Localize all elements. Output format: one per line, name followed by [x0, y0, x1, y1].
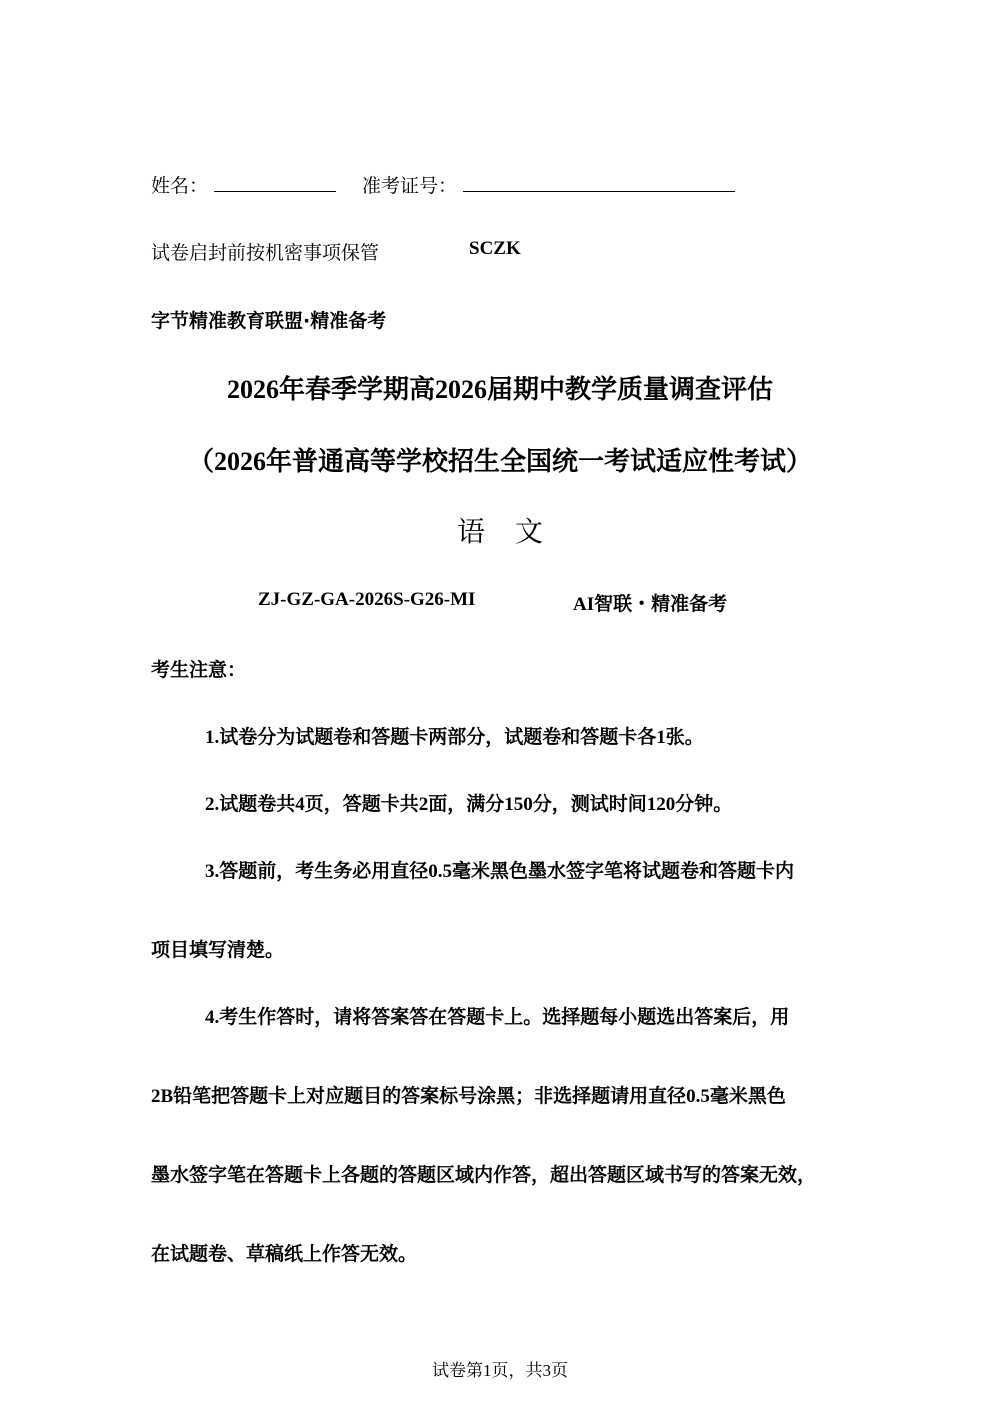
notice-item-4-line-4: 在试题卷、草稿纸上作答无效。 — [151, 1244, 418, 1265]
notice-item-3-line-2: 项目填写清楚。 — [151, 940, 285, 961]
alliance-name: 字节精准教育联盟·精准备考 — [151, 310, 387, 332]
slogan: AI智联・精准备考 — [573, 594, 728, 615]
exam-id-blank[interactable] — [463, 175, 735, 192]
notice-item-4-line-2: 2B铅笔把答题卡上对应题目的答案标号涂黑；非选择题请用直径0.5毫米黑色 — [151, 1086, 786, 1107]
notice-item-4-line-1: 4.考生作答时，请将答案答在答题卡上。选择题每小题选出答案后，用 — [205, 1007, 790, 1028]
exam-id-label: 准考证号： — [362, 175, 458, 197]
exam-code: ZJ-GZ-GA-2026S-G26-MI — [258, 589, 476, 610]
exam-title: 2026年春季学期高2026届期中教学质量调查评估 — [226, 375, 773, 404]
notice-item-4-line-3: 墨水签字笔在答题卡上各题的答题区域内作答，超出答题区域书写的答案无效， — [151, 1165, 817, 1186]
page-footer: 试卷第1页，共3页 — [432, 1361, 568, 1380]
confidential-notice: 试卷启封前按机密事项保管 — [151, 242, 380, 264]
name-label: 姓名： — [151, 175, 209, 197]
notice-heading: 考生注意： — [151, 659, 247, 681]
notice-item-1: 1.试卷分为试题卷和答题卡两部分，试题卷和答题卡各1张。 — [205, 727, 704, 748]
candidate-info-row — [151, 171, 735, 198]
exam-subtitle: （2026年普通高等学校招生全国统一考试适应性考试） — [187, 447, 812, 476]
notice-item-2: 2.试题卷共4页，答题卡共2面，满分150分，测试时间120分钟。 — [205, 794, 733, 815]
name-blank[interactable] — [214, 175, 336, 192]
notice-item-3-line-1: 3.答题前，考生务必用直径0.5毫米黑色墨水签字笔将试题卷和答题卡内 — [205, 861, 795, 882]
paper-code: SCZK — [469, 238, 521, 259]
subject-title: 语文 — [456, 515, 573, 548]
